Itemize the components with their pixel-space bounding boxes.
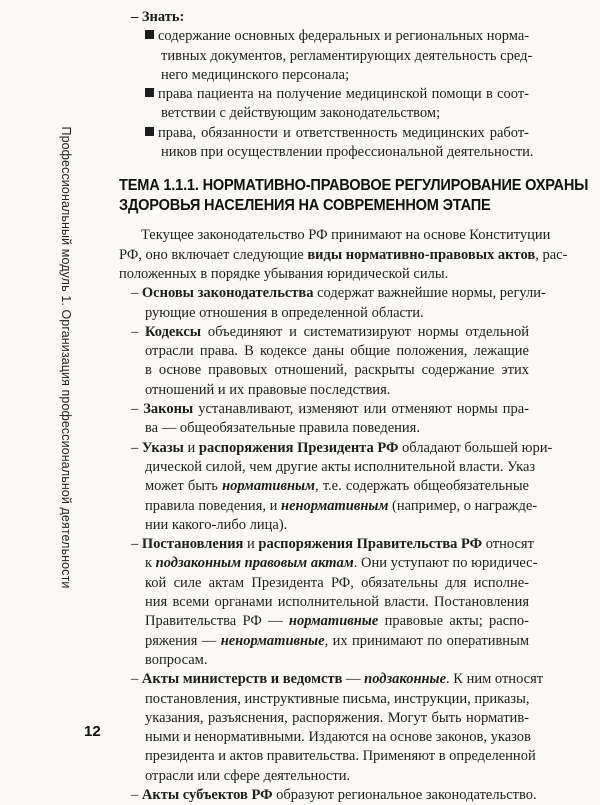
know-list [119,27,534,162]
know-item [119,27,533,85]
running-title: Профессиональный модуль 1. Организация профессиональной деятельности [59,126,73,589]
know-item-line: права пациента на получение медицинской помощи в соот- [119,85,529,104]
know-item-line: содержание основных федеральных и региональных норма- [119,27,529,46]
know-item-line: тивных документов, регламентирующих деятельность сред- [161,47,533,64]
list-item-foundations: – Основы законодательства содержат важнейшие нормы, регули- рующие отношения в определенной области. [131,285,546,321]
know-item [119,124,534,163]
know-label: – Знать: [131,9,185,25]
list-item-laws: – Законы устанавливают, изменяют или отменяют нормы пра- ва — общеобязательные правила поведения. [131,401,529,437]
page-number: 12 [84,723,101,740]
page-body [119,8,589,805]
know-item [119,85,529,124]
list-item-decrees: – Указы и распоряжения Президента РФ обладают большей юри- дической силой, чем другие акты исполнительной власти. Указ может быть нормативным, т.е. содержать общеобязательные правила поведения, и ненормативным (например, о награжде- нии какого-либо лица). [131,439,553,533]
square-bullet-icon [145,127,154,136]
know-item-line: него медицинского персонала; [161,66,350,83]
list-item-subjects: – Акты субъектов РФ образуют региональное законодательство. [131,786,537,803]
know-item-line: ников при осуществлении профессиональной деятельности. [161,144,534,161]
know-item-line: права, обязанности и ответственность медицинских работ- [119,124,529,143]
square-bullet-icon [145,88,154,97]
intro-paragraph: Текущее законодательство РФ принимают на основе Конституции РФ, оно включает следующие виды нормативно-правовых актов, рас- положенных в порядке убывания юридической силы. [119,227,568,282]
list-item-resolutions: – Постановления и распоряжения Правительства РФ относят к подзаконным правовым актам. Они уступают по юридичес- кой силе актам Президента РФ, обязательны для исполне- ния всеми органами исполнительной власти. Постановления Правительства РФ — нормативные правовые акты; распо- ряжения — ненормативные, их принимают по оперативным вопросам. [131,536,538,668]
topic-title-line: ТЕМА 1.1.1. НОРМАТИВНО-ПРАВОВОЕ РЕГУЛИРОВАНИЕ ОХРАНЫ [119,177,589,195]
know-item-line: ветствии с действующим законодательством; [161,105,441,122]
topic-heading [119,176,589,216]
list-item-codes: – Кодексы объединяют и систематизируют нормы отдельной отрасли права. В кодексе даны общие положения, лежащие в основе правовых отношений, раскрыты содержание этих отношений и их правовые последствия. [131,323,529,398]
topic-title-line: ЗДОРОВЬЯ НАСЕЛЕНИЯ НА СОВРЕМЕННОМ ЭТАПЕ [119,197,491,215]
list-item-ministries: – Акты министерств и ведомств — подзаконные. К ним относят постановления, инструктивные письма, инструкции, приказы, указания, разъяснения, распоряжения. Могут быть норматив- ными и ненормативными. Издаются на основе законов, указов президента и актов правительства. Применяют в определенной отрасли или сфере деятельности. [131,671,544,784]
square-bullet-icon [145,30,154,39]
